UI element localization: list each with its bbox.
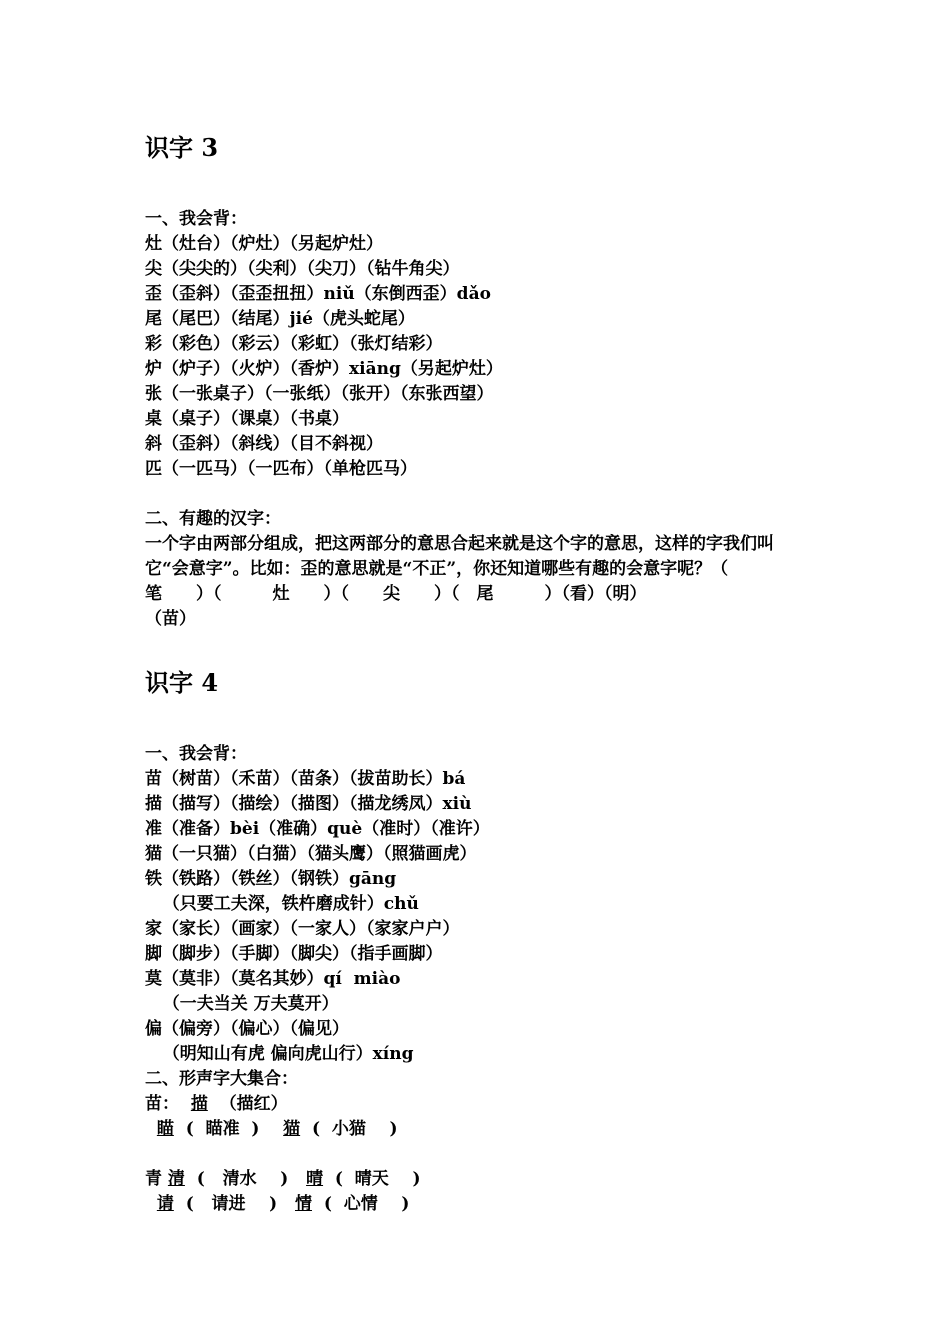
answer-word: ( 请进 ) — [185, 1194, 278, 1214]
memorize-line: 张（一张桌子）（一张纸）（张开）（东张西望） — [145, 384, 494, 404]
section4-part1-title: 一、我会背： — [145, 744, 247, 764]
document-page — [145, 132, 815, 1217]
answer-word: ( 心情 ) — [323, 1194, 410, 1214]
section3-title: 识字 3 — [145, 133, 219, 162]
memorize-line: 家（家长）（画家）（一家人）（家家户户） — [145, 919, 460, 939]
answer-char: 情 — [294, 1194, 312, 1214]
memorize-line: 准（准备）bèi（准确）què（准时）（准许） — [145, 819, 490, 839]
memorize-line: 匹（一匹马）（一匹布）（单枪匹马） — [145, 459, 417, 479]
answer-word: ( 瞄准 ) — [185, 1119, 260, 1139]
huiyi-paragraph-tail: （苗） — [145, 609, 196, 629]
answer-char: 瞄 — [156, 1119, 174, 1139]
section3-part1-title: 一、我会背： — [145, 209, 247, 229]
xingsheng-row-miao — [145, 1092, 815, 1117]
memorize-line: 灶（灶台）（炉灶）（另起炉灶） — [145, 234, 383, 254]
memorize-line: 猫（一只猫）（白猫）（猫头鹰）（照猫画虎） — [145, 844, 477, 864]
huiyi-paragraph-text: 一个字由两部分组成，把这两部分的意思合起来就是这个字的意思，这样的字我们叫它“会意字”。比如：歪的意思就是“不正”，你还知道哪些有趣的会意字呢？（ 笔 ）（ 灶 ）（ 尖 ）（ 尾 ）（看）（明） — [145, 534, 774, 604]
memorize-line: 炉（炉子）（火炉）（香炉）xiāng（另起炉灶） — [145, 359, 503, 379]
memorize-line: 尾（尾巴）（结尾）jié（虎头蛇尾） — [145, 309, 415, 329]
memorize-line: 描（描写）（描绘）（描图）（描龙绣凤）xiù — [145, 794, 472, 814]
answer-char: 猫 — [283, 1119, 301, 1139]
root-char: 苗： — [145, 1094, 179, 1114]
answer-word: ( 小猫 ) — [311, 1119, 398, 1139]
memorize-line: 铁（铁路）（铁丝）（钢铁）gāng — [145, 869, 397, 889]
answer-char: 请 — [156, 1194, 174, 1214]
answer-word: （描红） — [219, 1094, 288, 1114]
memorize-line: 尖（尖尖的）（尖利）（尖刀）（钻牛角尖） — [145, 259, 460, 279]
answer-word: ( 清水 ) — [196, 1169, 289, 1189]
memorize-line: 歪（歪斜）（歪歪扭扭）niǔ（东倒西歪）dǎo — [145, 284, 491, 304]
answer-char: 清 — [167, 1169, 185, 1189]
memorize-line: 桌（桌子）（课桌）（书桌） — [145, 409, 349, 429]
memorize-line: （只要工夫深，铁杵磨成针）chǔ — [145, 894, 419, 914]
memorize-line: 苗（树苗）（禾苗）（苗条）（拔苗助长）bá — [145, 769, 466, 789]
memorize-line: （一夫当关 万夫莫开） — [145, 994, 339, 1014]
memorize-line: 偏（偏旁）（偏心）（偏见） — [145, 1019, 349, 1039]
answer-char: 描 — [190, 1094, 208, 1114]
section3-part2-title: 二、有趣的汉字： — [145, 509, 281, 529]
xingsheng-row-miao-2 — [145, 1117, 815, 1142]
root-char: 青 — [145, 1169, 162, 1189]
memorize-line: 斜（歪斜）（斜线）（目不斜视） — [145, 434, 383, 454]
xingsheng-row-qing-2 — [145, 1192, 815, 1217]
section4-part2-title: 二、形声字大集合： — [145, 1069, 298, 1089]
xingsheng-row-qing — [145, 1167, 815, 1192]
huiyi-paragraph — [145, 532, 807, 632]
memorize-line: 彩（彩色）（彩云）（彩虹）（张灯结彩） — [145, 334, 443, 354]
answer-word: ( 晴天 ) — [334, 1169, 421, 1189]
memorize-line: 脚（脚步）（手脚）（脚尖）（指手画脚） — [145, 944, 443, 964]
section4-title: 识字 4 — [145, 668, 219, 697]
memorize-line: 莫（莫非）（莫名其妙）qí miào — [145, 969, 401, 989]
memorize-line: （明知山有虎 偏向虎山行）xíng — [145, 1044, 414, 1064]
answer-char: 晴 — [306, 1169, 324, 1189]
